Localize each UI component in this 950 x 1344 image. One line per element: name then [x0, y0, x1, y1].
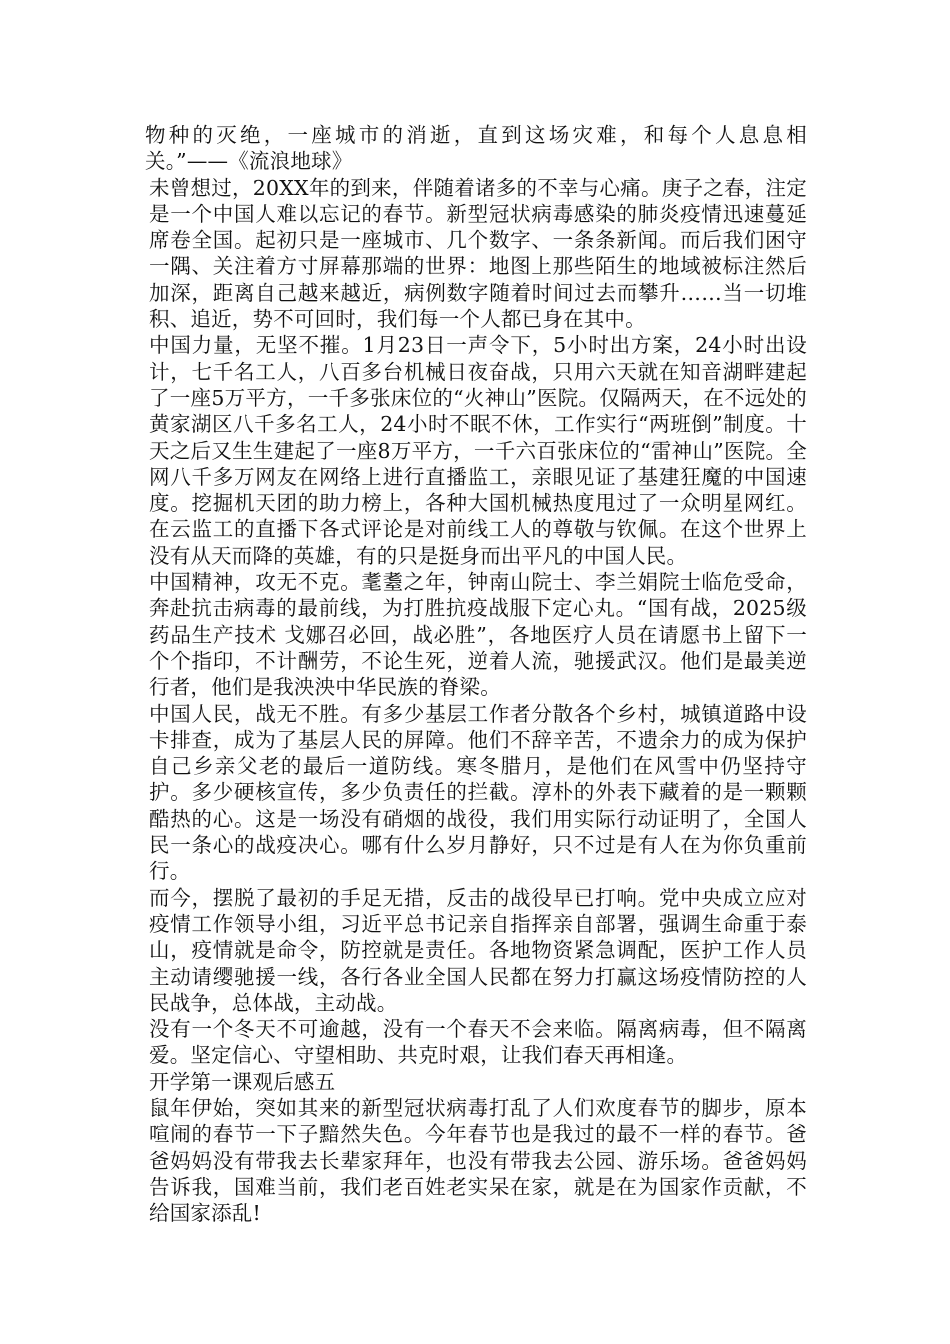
- paragraph-china-people: 中国人民，战无不胜。有多少基层工作者分散各个乡村，城镇道路中设卡排查，成为了基层人民的屏障。他们不辞辛苦，不遗余力的成为保护自己乡亲父老的最后一道防线。寒冬腊月，是他们在风雪中仍坚持守护。多少硬核宣传，多少负责任的拦截。淳朴的外表下藏着的是一颗颗酷热的心。这是一场没有硝烟的战役，我们用实际行动证明了，全国人民一条心的战疫决心。哪有什么岁月静好，只不过是有人在为你负重前行。: [149, 701, 807, 884]
- section-heading: 开学第一课观后感五: [149, 1069, 336, 1094]
- paragraph-china-spirit: 中国精神，攻无不克。耄耋之年，钟南山院士、李兰娟院士临危受命，奔赴抗击病毒的最前线，为打胜抗疫战服下定心丸。“国有战，2025级药品生产技术 戈娜召必回，战必胜”，各地医疗人员在请愿书上留下一个个指印，不计酬劳，不论生死，逆着人流，驰援武汉。他们是最美逆行者，他们是我泱泱中华民族的脊梁。: [149, 570, 807, 700]
- document-body: [145, 122, 807, 1226]
- paragraph-spring: 没有一个冬天不可逾越，没有一个春天不会来临。隔离病毒，但不隔离爱。坚定信心、守望相助、共克时艰，让我们春天再相逢。: [149, 1017, 807, 1068]
- paragraph-counterattack: 而今，摆脱了最初的手足无措，反击的战役早已打响。党中央成立应对疫情工作领导小组，习近平总书记亲自指挥亲自部署，强调生命重于泰山，疫情就是命令，防控就是责任。各地物资紧急调配，医护工作人员主动请缨驰援一线，各行各业全国人民都在努力打赢这场疫情防控的人民战争，总体战，主动战。: [149, 885, 807, 1015]
- paragraph-intro: 未曾想过，20XX年的到来，伴随着诸多的不幸与心痛。庚子之春，注定是一个中国人难以忘记的春节。新型冠状病毒感染的肺炎疫情迅速蔓延席卷全国。起初只是一座城市、几个数字、一条条新闻。而后我们困守一隅、关注着方寸屏幕那端的世界：地图上那些陌生的地域被标注然后加深，距离自己越来越近，病例数字随着时间过去而攀升……当一切堆积、追近，势不可回时，我们每一个人都已身在其中。: [149, 175, 807, 332]
- paragraph-china-power: 中国力量，无坚不摧。1月23日一声令下，5小时出方案，24小时出设计，七千名工人，八百多台机械日夜奋战，只用六天就在知音湖畔建起了一座5万平方，一千多张床位的“火神山”医院。仅隔两天，在不远处的黄家湖区八千多名工人，24小时不眠不休，工作实行“两班倒”制度。十天之后又生生建起了一座8万平方，一千六百张床位的“雷神山”医院。全网八千多万网友在网络上进行直播监工，亲眼见证了基建狂魔的中国速度。挖掘机天团的助力榜上，各种大国机械热度甩过了一众明星网红。在云监工的直播下各式评论是对前线工人的尊敬与钦佩。在这个世界上没有从天而降的英雄，有的只是挺身而出平凡的中国人民。: [149, 333, 807, 568]
- paragraph-quote-ending: 物种的灭绝，一座城市的消逝，直到这场灾难，和每个人息息相关。”——《流浪地球》: [145, 123, 807, 174]
- paragraph-new-year: 鼠年伊始，突如其来的新型冠状病毒打乱了人们欢度春节的脚步，原本喧闹的春节一下子黯然失色。今年春节也是我过的最不一样的春节。爸爸妈妈没有带我去长辈家拜年，也没有带我去公园、游乐场。爸爸妈妈告诉我，国难当前，我们老百姓老实呆在家，就是在为国家作贡献，不给国家添乱!: [149, 1095, 807, 1226]
